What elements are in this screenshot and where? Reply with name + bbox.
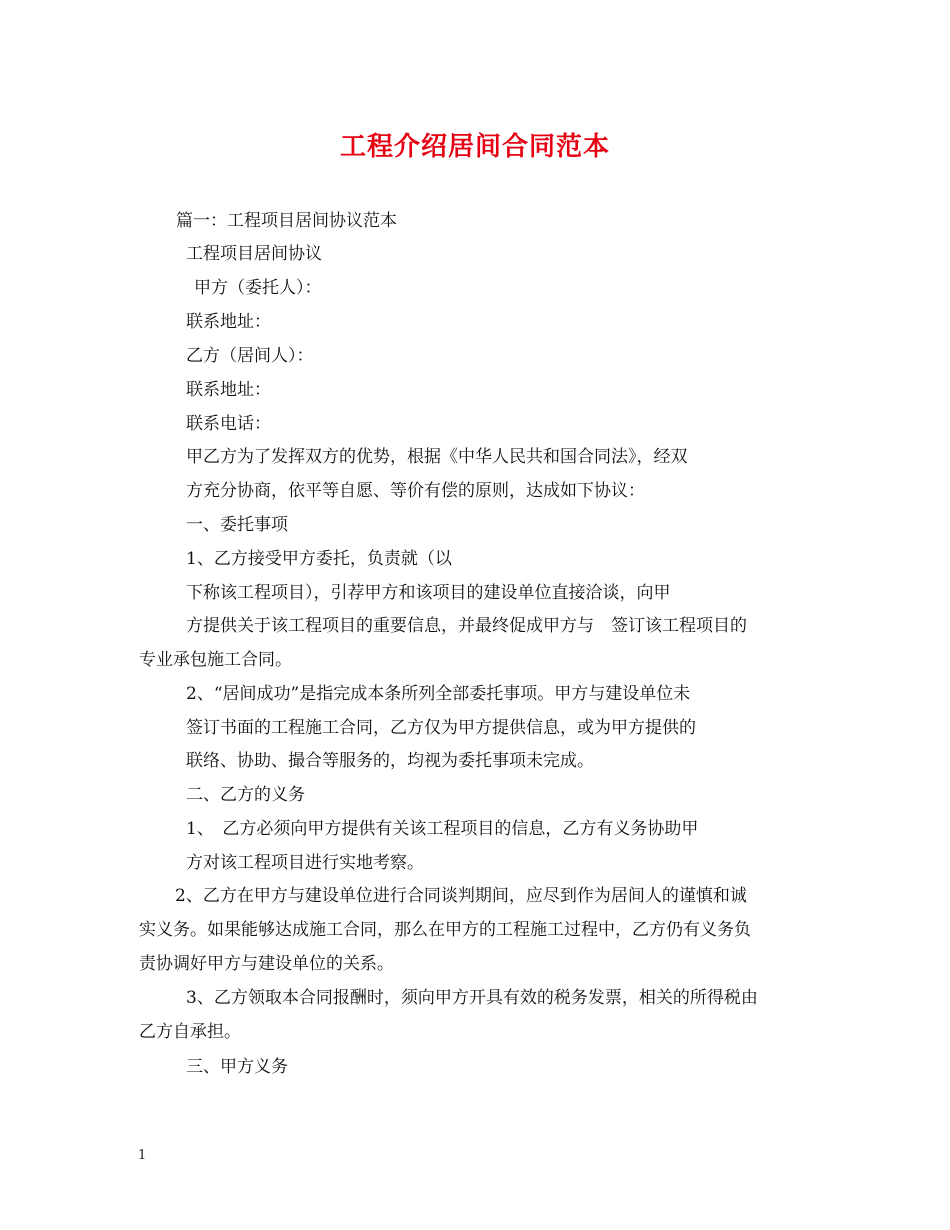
clause-1-1-line-2: 下称该工程项目），引荐甲方和该项目的建设单位直接洽谈，向甲 — [186, 583, 671, 603]
preamble-line-1: 甲乙方为了发挥双方的优势，根据《中华人民共和国合同法》，经双 — [186, 447, 688, 467]
clause-1-1-line-4: 专业承包施工合同。 — [139, 650, 292, 670]
clause-2-3-line-2: 乙方自承担。 — [139, 1022, 241, 1042]
clause-1-1-line-3: 方提供关于该工程项目的重要信息，并最终促成甲方与 签订该工程项目的 — [186, 616, 747, 636]
party-b-label: 乙方（居间人）： — [186, 346, 314, 366]
clause-2-3-line-1: 3、乙方领取本合同报酬时，须向甲方开具有效的税务发票，相关的所得税由 — [186, 988, 758, 1008]
clause-heading-3: 三、甲方义务 — [186, 1057, 288, 1077]
preamble-line-2: 方充分协商，依平等自愿、等价有偿的原则，达成如下协议： — [186, 481, 645, 501]
clause-1-2-line-2: 签订书面的工程施工合同，乙方仅为甲方提供信息，或为甲方提供的 — [186, 718, 696, 738]
party-a-address-label: 联系地址： — [186, 312, 271, 332]
clause-2-2-line-1: 2、乙方在甲方与建设单位进行合同谈判期间，应尽到作为居间人的谨慎和诚 — [175, 886, 747, 906]
agreement-heading: 工程项目居间协议 — [186, 244, 322, 264]
party-b-phone-label: 联系电话： — [186, 414, 271, 434]
clause-2-1-line-2: 方对该工程项目进行实地考察。 — [186, 853, 424, 873]
clause-2-1-line-1: 1、 乙方必须向甲方提供有关该工程项目的信息，乙方有义务协助甲 — [186, 819, 699, 839]
clause-heading-2: 二、乙方的义务 — [186, 785, 305, 805]
document-title: 工程介绍居间合同范本 — [339, 132, 610, 162]
clause-2-2-line-2: 实义务。如果能够达成施工合同，那么在甲方的工程施工过程中，乙方仍有义务负 — [139, 920, 751, 940]
clause-1-2-line-3: 联络、协助、撮合等服务的，均视为委托事项未完成。 — [186, 751, 594, 771]
section-heading: 篇一：工程项目居间协议范本 — [176, 211, 397, 231]
clause-2-2-line-3: 责协调好甲方与建设单位的关系。 — [139, 954, 394, 974]
party-b-address-label: 联系地址： — [186, 380, 271, 400]
clause-1-2-line-1: 2、“居间成功”是指完成本条所列全部委托事项。甲方与建设单位未 — [186, 684, 691, 704]
party-a-label: 甲方（委托人）： — [194, 278, 322, 298]
clause-1-1-line-1: 1、乙方接受甲方委托，负责就（以 — [186, 549, 452, 569]
clause-heading-1: 一、委托事项 — [186, 515, 288, 535]
page-number: 1 — [138, 1148, 147, 1163]
